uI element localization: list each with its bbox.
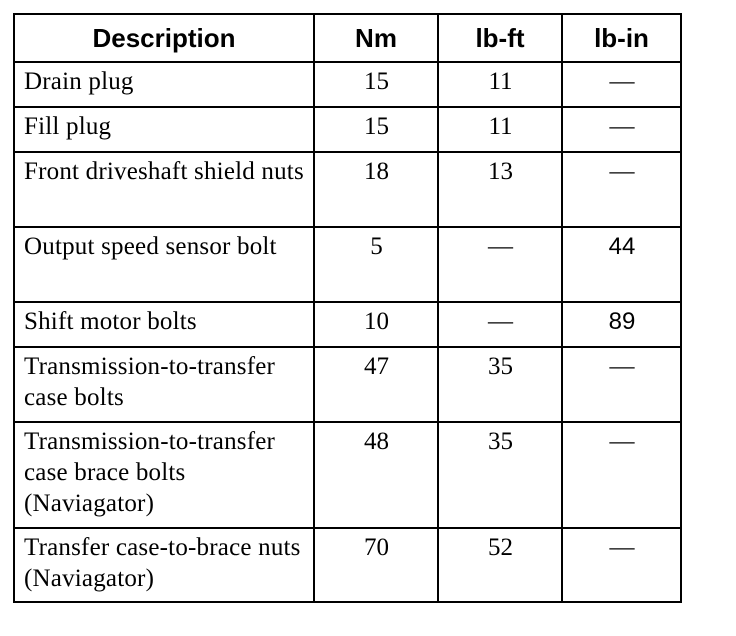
row-nm: 48 [314, 422, 438, 528]
row-lb-ft: 35 [438, 422, 562, 528]
table-row [14, 528, 681, 602]
table-row [14, 347, 681, 422]
row-lb-in: — [562, 528, 681, 602]
table-row [14, 62, 681, 107]
row-nm: 18 [314, 152, 438, 227]
row-nm: 5 [314, 227, 438, 302]
table-row [14, 302, 681, 347]
row-description: Shift motor bolts [14, 302, 314, 347]
row-description: Drain plug [14, 62, 314, 107]
row-lb-in: — [562, 107, 681, 152]
torque-spec-table [13, 13, 682, 603]
row-description: Transmission-to-transfer case brace bolts (Naviagator) [14, 422, 314, 528]
row-lb-ft: 11 [438, 62, 562, 107]
row-lb-in: — [562, 422, 681, 528]
row-nm: 70 [314, 528, 438, 602]
row-description: Transmission-to-transfer case bolts [14, 347, 314, 422]
row-lb-in: 44 [562, 227, 681, 302]
table-row [14, 152, 681, 227]
row-nm: 10 [314, 302, 438, 347]
header-description: Description [14, 14, 314, 62]
row-description: Front driveshaft shield nuts [14, 152, 314, 227]
table-row [14, 422, 681, 528]
row-lb-ft: 35 [438, 347, 562, 422]
row-lb-in: 89 [562, 302, 681, 347]
row-description: Output speed sensor bolt [14, 227, 314, 302]
header-lb-in: lb-in [562, 14, 681, 62]
row-nm: 15 [314, 62, 438, 107]
row-nm: 15 [314, 107, 438, 152]
row-lb-ft: 13 [438, 152, 562, 227]
row-lb-ft: 52 [438, 528, 562, 602]
row-description: Fill plug [14, 107, 314, 152]
row-lb-in: — [562, 62, 681, 107]
row-nm: 47 [314, 347, 438, 422]
row-description: Transfer case-to-brace nuts (Naviagator) [14, 528, 314, 602]
table-header-row [14, 14, 681, 62]
table-row [14, 227, 681, 302]
table-row [14, 107, 681, 152]
row-lb-in: — [562, 347, 681, 422]
row-lb-ft: — [438, 302, 562, 347]
row-lb-ft: — [438, 227, 562, 302]
header-nm: Nm [314, 14, 438, 62]
header-lb-ft: lb-ft [438, 14, 562, 62]
row-lb-ft: 11 [438, 107, 562, 152]
row-lb-in: — [562, 152, 681, 227]
